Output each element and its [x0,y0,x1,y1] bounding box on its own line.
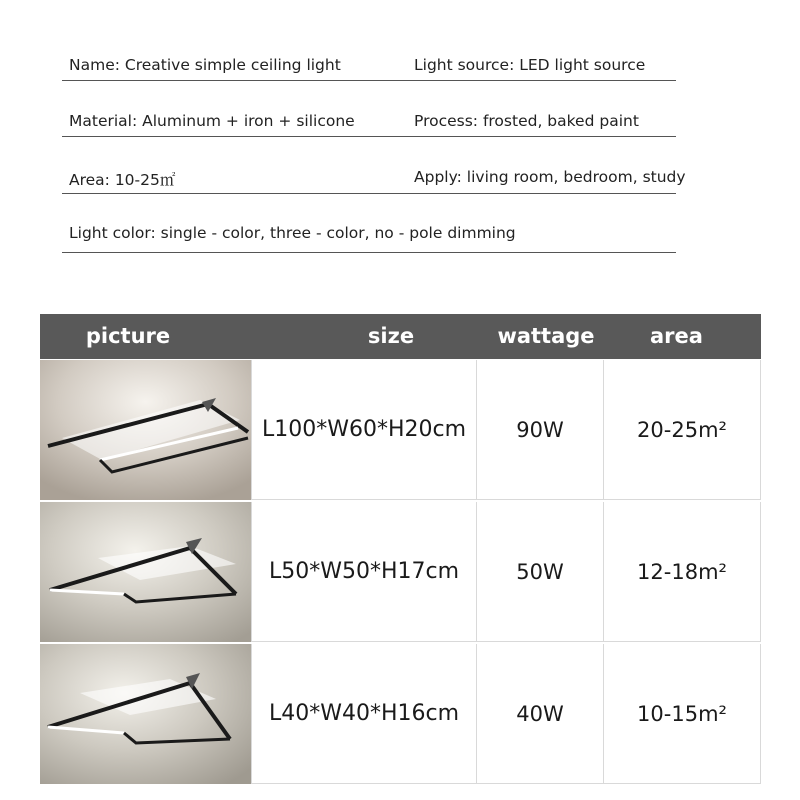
spec-material: Material: Aluminum + iron + silicone [69,112,355,130]
header-size: size [367,324,415,348]
product-image [40,644,251,784]
table-row [40,502,761,642]
size-value: L40*W40*H16cm [268,701,460,726]
product-image [40,360,251,500]
product-image [40,502,251,642]
area-value: 10-15m² [637,701,727,726]
spec-process: Process: frosted, baked paint [414,112,639,130]
spec-divider [62,193,676,194]
spec-name: Name: Creative simple ceiling light [69,56,341,74]
spec-divider [62,252,676,253]
wattage-value: 50W [516,559,564,584]
spec-apply: Apply: living room, bedroom, study [414,168,686,186]
spec-area: Area: 10-25㎡ [69,171,176,189]
size-value: L50*W50*H17cm [268,559,460,584]
spec-light-color: Light color: single - color, three - color, no - pole dimming [69,224,516,242]
wattage-value: 40W [516,701,564,726]
table-header [40,314,761,359]
spec-divider [62,136,676,137]
size-value: L100*W60*H20cm [261,417,467,442]
table-row [40,360,761,500]
header-wattage: wattage [497,324,595,348]
product-table [40,314,761,787]
area-value: 12-18m² [637,559,727,584]
table-row [40,644,761,784]
area-value: 20-25m² [637,417,727,442]
header-picture: picture [85,324,171,348]
spec-divider [62,80,676,81]
wattage-value: 90W [516,417,564,442]
header-area: area [650,324,703,348]
spec-light-source: Light source: LED light source [414,56,646,74]
